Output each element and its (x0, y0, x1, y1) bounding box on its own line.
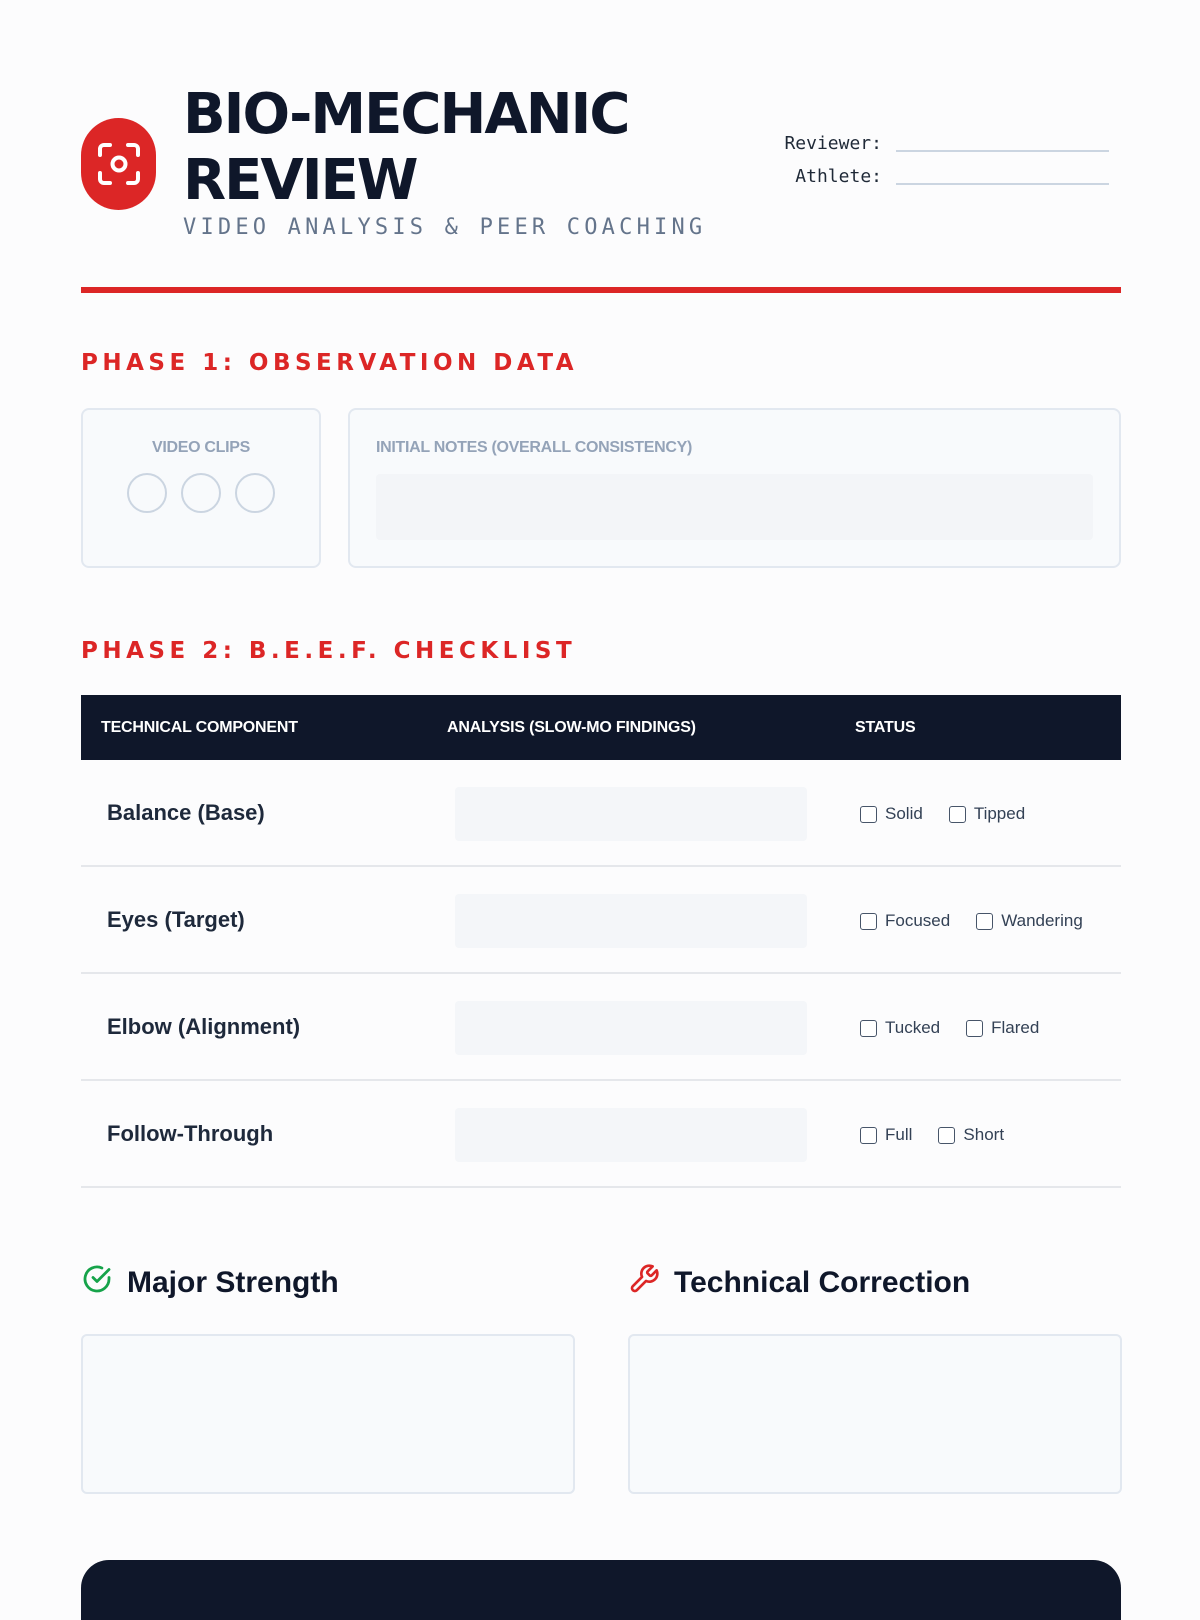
status-options (860, 804, 1025, 824)
technical-correction-field[interactable] (628, 1334, 1122, 1494)
initial-notes-field[interactable] (376, 474, 1093, 540)
analysis-field[interactable] (455, 1108, 807, 1162)
page-subtitle: VIDEO ANALYSIS & PEER COACHING (183, 215, 707, 240)
checkbox[interactable] (860, 1020, 877, 1037)
option-label: Flared (991, 1018, 1040, 1037)
table-row (81, 974, 1121, 1081)
phase2-title: PHASE 2: B.E.E.F. CHECKLIST (81, 638, 577, 664)
wrench-icon (628, 1263, 660, 1303)
status-option-full[interactable] (860, 1125, 912, 1145)
major-strength-heading (81, 1263, 339, 1303)
column-header: ANALYSIS (SLOW-MO FINDINGS) (447, 718, 696, 736)
table-row (81, 867, 1121, 974)
reviewer-field[interactable] (896, 150, 1109, 152)
component-label: Balance (Base) (107, 800, 265, 825)
check-circle-icon (81, 1263, 113, 1303)
column-header: TECHNICAL COMPONENT (101, 718, 298, 736)
video-clip-checks (83, 473, 319, 513)
status-option-focused[interactable] (860, 911, 950, 931)
athlete-label: Athlete: (795, 166, 882, 187)
analysis-field[interactable] (455, 787, 807, 841)
beef-checklist-table (81, 695, 1121, 1188)
option-label: Short (963, 1125, 1005, 1144)
option-label: Focused (885, 911, 951, 930)
checkbox[interactable] (966, 1020, 983, 1037)
status-option-short[interactable] (938, 1125, 1004, 1145)
reviewer-label: Reviewer: (784, 133, 882, 154)
video-clips-label: VIDEO CLIPS (151, 439, 251, 456)
major-strength-field[interactable] (81, 1334, 575, 1494)
checkbox[interactable] (949, 806, 966, 823)
table-header (81, 695, 1121, 760)
status-option-wandering[interactable] (976, 911, 1083, 931)
status-options (860, 1018, 1039, 1038)
title-line-2: REVIEW (183, 148, 417, 213)
checkbox[interactable] (976, 913, 993, 930)
table-row (81, 760, 1121, 867)
component-label: Follow-Through (107, 1121, 274, 1146)
footer-bar (81, 1560, 1121, 1620)
video-clip-circle-3[interactable] (235, 473, 275, 513)
option-label: Full (885, 1125, 913, 1144)
camera-focus-icon (81, 118, 156, 210)
column-header: STATUS (855, 718, 916, 736)
phase1-title: PHASE 1: OBSERVATION DATA (81, 350, 579, 376)
header-divider (81, 287, 1121, 293)
technical-correction-heading (628, 1263, 970, 1303)
option-label: Wandering (1001, 911, 1083, 930)
option-label: Tipped (973, 804, 1026, 823)
checkbox[interactable] (860, 913, 877, 930)
major-strength-title: Major Strength (127, 1266, 339, 1299)
video-clip-circle-1[interactable] (127, 473, 167, 513)
checkbox[interactable] (860, 1127, 877, 1144)
option-label: Tucked (885, 1018, 941, 1037)
technical-correction-title: Technical Correction (674, 1266, 971, 1299)
table-row (81, 1081, 1121, 1188)
status-options (860, 1125, 1004, 1145)
status-option-solid[interactable] (860, 804, 923, 824)
status-option-flared[interactable] (966, 1018, 1039, 1038)
status-option-tucked[interactable] (860, 1018, 940, 1038)
analysis-field[interactable] (455, 1001, 807, 1055)
status-options (860, 911, 1083, 931)
initial-notes-label: INITIAL NOTES (OVERALL CONSISTENCY) (376, 439, 693, 456)
title-line-1: BIO-MECHANIC (183, 82, 629, 147)
status-option-tipped[interactable] (949, 804, 1025, 824)
video-clip-circle-2[interactable] (181, 473, 221, 513)
worksheet-page (81, 0, 1121, 1600)
analysis-field[interactable] (455, 894, 807, 948)
option-label: Solid (885, 804, 923, 823)
checkbox[interactable] (938, 1127, 955, 1144)
checkbox[interactable] (860, 806, 877, 823)
component-label: Eyes (Target) (107, 907, 245, 932)
video-clips-card (81, 408, 321, 568)
page-title (183, 82, 629, 214)
component-label: Elbow (Alignment) (107, 1014, 301, 1039)
athlete-row (767, 166, 1109, 187)
reviewer-row (767, 133, 1109, 154)
initial-notes-card (348, 408, 1121, 568)
athlete-field[interactable] (896, 183, 1109, 185)
